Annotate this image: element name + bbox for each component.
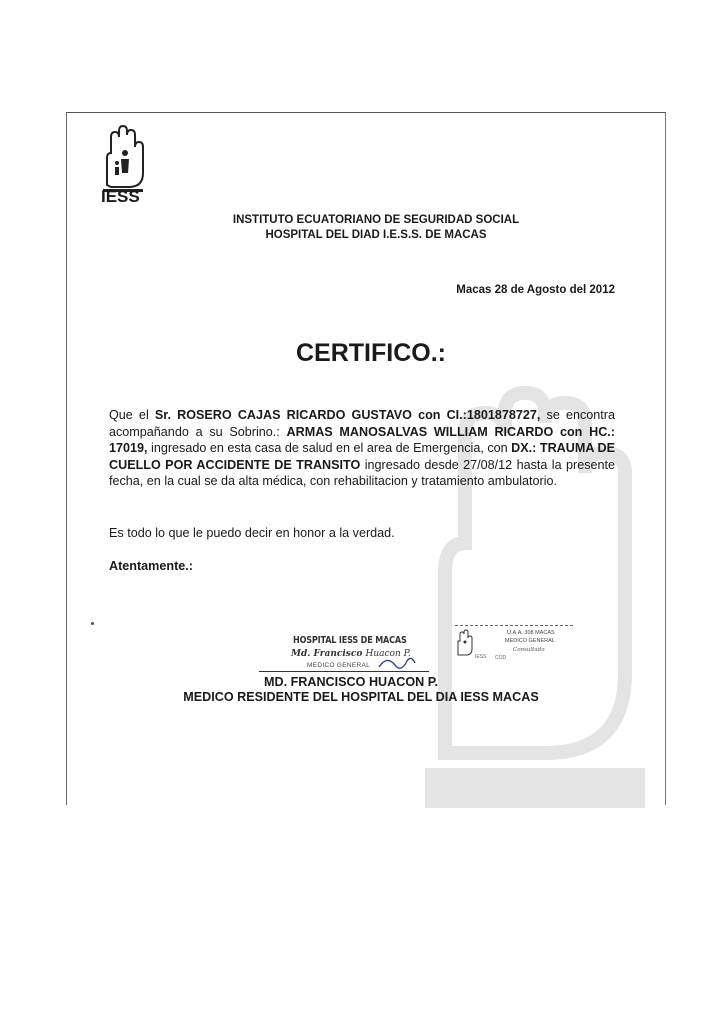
iess-logo-text: IESS xyxy=(101,187,140,206)
stamp-hand-icon xyxy=(455,629,473,659)
hospital-stamp-title: HOSPITAL IESS DE MACAS xyxy=(293,635,407,646)
hospital-name: HOSPITAL DEL DIAD I.E.S.S. DE MACAS xyxy=(265,229,487,241)
scan-speck xyxy=(91,622,94,625)
signatory-name: MD. FRANCISCO HUACON P. xyxy=(264,675,438,689)
body-text-3: ingresado en esta casa de salud en el area de Emergencia, con xyxy=(147,441,512,456)
stamp-name-surname: Huacon P. xyxy=(365,649,411,659)
stamp-cod: COD xyxy=(495,655,507,661)
body-bold-1: Sr. ROSERO CAJAS RICARDO GUSTAVO con CI.:1801878727, xyxy=(154,408,541,422)
body-text-1: Que el xyxy=(109,408,155,422)
body-text-4: ingresado desde 27/08/12 hasta la presente fecha, en la cual se da alta médica, con rehabilitacion y tratamiento ambulatorio. xyxy=(109,457,616,489)
body-bold-3: DX.: TRAUMA DE CUELLO POR ACCIDENTE DE TRANSITO xyxy=(109,441,615,472)
institution-name: INSTITUTO ECUATORIANO DE SEGURIDAD SOCIAL xyxy=(232,214,520,226)
stamp-divider xyxy=(455,625,573,626)
closing-statement: Es todo lo que le puedo decir en honor a la verdad. xyxy=(109,526,395,540)
signatory-title: MEDICO RESIDENTE DEL HOSPITAL DEL DIA IESS MACAS xyxy=(183,690,539,704)
page-title: CERTIFICO.: xyxy=(296,339,446,367)
stamp-role: MEDICO GENERAL xyxy=(505,638,555,644)
body-text-2: se encontra acompañando a su Sobrino.: xyxy=(109,408,615,439)
stamp-name-md: Md. Francisco xyxy=(291,649,363,659)
certificate-body xyxy=(109,407,615,490)
body-bold-2: ARMAS MANOSALVAS WILLIAM RICARDO con HC.: 17019, xyxy=(109,424,615,456)
official-stamp xyxy=(455,625,573,667)
hospital-stamp-role: MEDICO GENERAL xyxy=(307,662,371,669)
institution-header xyxy=(67,213,665,243)
stamp-iess: IESS xyxy=(475,654,487,660)
stamp-unit: U.A.A. 308 MACAS xyxy=(507,630,555,636)
signature-line xyxy=(259,671,429,672)
stamp-note: Consultado xyxy=(513,647,545,653)
regards-label: Atentamente.: xyxy=(109,559,193,573)
document-date: Macas 28 de Agosto del 2012 xyxy=(456,284,615,296)
certificate-document xyxy=(66,112,666,805)
